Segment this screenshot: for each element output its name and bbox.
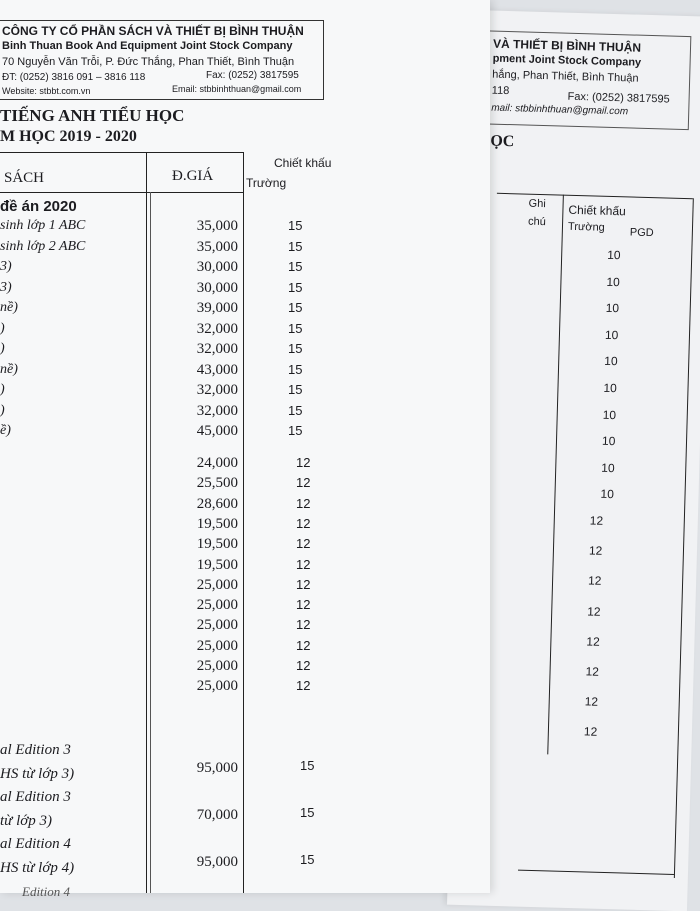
table-head-line [0,192,244,193]
table-row [0,362,490,382]
company-email: Email: stbbinhthuan@gmail.com [172,84,302,94]
row-price: 28,600 [196,495,238,512]
right-discount-value: 10 [604,327,619,343]
row-name: nề) [0,361,18,377]
table-row [0,341,490,361]
row-discount: 12 [296,455,311,470]
table-row [0,577,490,597]
right-discount-value: 10 [606,274,621,289]
table-row [0,403,490,423]
right-col-pgd: PGD [629,226,654,240]
right-table-edge [674,198,694,878]
right-discount-value: 10 [604,354,618,369]
right-discount-value: 12 [583,724,598,740]
right-header-line2: pment Joint Stock Company [492,52,642,69]
table-row [0,742,490,788]
row-price: 19,500 [196,556,238,573]
right-col-note: Ghi [528,197,546,211]
right-discount-value: 12 [585,664,600,679]
row-name: 3) [0,259,12,274]
table-row [0,259,490,279]
right-header-line4b: Fax: (0252) 3817595 [567,90,670,106]
row-discount: 15 [300,852,315,867]
company-name-en: Binh Thuan Book And Equipment Joint Stock Company [2,40,293,52]
right-discount-value: 10 [600,487,615,502]
table-row [0,280,490,300]
right-discount-value: 10 [601,433,616,449]
right-discount-value: 12 [588,543,603,559]
table-row [0,496,490,516]
right-discount-value: 12 [586,634,600,649]
row-name-line1: al Edition 3 [0,789,71,805]
row-price: 24,000 [196,455,238,471]
row-name: sinh lớp 2 ABC [0,238,86,254]
row-discount: 15 [288,259,303,274]
right-discount-value: 12 [587,573,602,589]
row-name: ) [0,341,5,356]
row-price: 35,000 [196,218,238,234]
table-row [0,475,490,495]
row-price: 35,000 [196,238,238,255]
right-header-line1: VÀ THIẾT BỊ BÌNH THUẬN [492,36,642,55]
table-row [0,597,490,617]
table-row [0,300,490,320]
row-price: 30,000 [196,259,238,275]
row-name: nề) [0,300,18,315]
right-table-bottom-line [518,870,674,875]
row-price: 25,000 [196,658,238,674]
bottom-cut-text: Edition 4 [22,884,71,899]
right-table-divider [547,195,564,755]
row-name-line1: al Edition 3 [0,742,71,758]
col-header-price: Đ.GIÁ [172,168,214,184]
table-row [0,638,490,658]
row-price: 39,000 [196,300,238,316]
row-name-line2: từ lớp 3) [0,813,53,829]
right-discount-value: 10 [601,460,615,475]
row-name: ) [0,402,5,418]
row-price: 95,000 [196,760,238,776]
row-name-line1: al Edition 4 [0,836,71,852]
row-discount: 15 [300,758,315,773]
row-discount: 15 [288,279,303,295]
row-discount: 12 [296,556,311,572]
row-discount: 15 [288,402,303,418]
row-discount: 15 [288,382,303,397]
row-discount: 15 [300,805,315,820]
row-discount: 15 [288,218,303,233]
row-price: 70,000 [196,807,238,823]
right-discount-value: 10 [603,380,618,396]
row-discount: 12 [296,658,311,673]
row-discount: 12 [296,576,311,592]
table-row [0,789,490,835]
section-heading: đề án 2020 [0,198,77,215]
right-discount-value: 10 [605,301,620,316]
row-discount: 15 [288,423,303,438]
row-price: 32,000 [196,341,238,357]
right-header-line5: mail: stbbinhthuan@gmail.com [491,102,629,118]
right-discount-value: 12 [589,513,604,528]
row-discount: 12 [296,515,311,531]
row-name-line2: HS từ lớp 3) [0,766,75,782]
right-col-note2: chú [527,215,547,229]
row-price: 43,000 [196,361,238,378]
row-discount: 12 [296,495,311,511]
row-price: 25,000 [196,637,238,654]
row-price: 25,000 [196,597,238,614]
row-name: 3) [0,279,12,295]
row-discount: 15 [288,361,303,377]
right-discount-value: 12 [587,604,601,619]
table-row [0,218,490,238]
row-name: sinh lớp 1 ABC [0,218,86,233]
table-row [0,516,490,536]
right-discount-value: 10 [607,247,621,263]
doc-title-line2: M HỌC 2019 - 2020 [0,128,137,145]
row-discount: 12 [296,678,311,694]
company-address: 70 Nguyễn Văn Trỗi, P. Đức Thắng, Phan Thiết, Bình Thuận [2,56,295,68]
row-discount: 15 [288,300,303,315]
row-price: 30,000 [196,279,238,296]
row-discount: 15 [288,320,303,336]
table-row [0,382,490,402]
right-col-school: Trường [567,220,605,234]
table-row [0,423,490,443]
table-top-line [0,152,244,153]
row-discount: 15 [288,341,303,356]
company-website: Website: stbbt.com.vn [2,86,91,96]
row-discount: 12 [296,536,311,552]
row-name: ề) [0,423,11,438]
company-fax: Fax: (0252) 3817595 [206,70,299,81]
row-price: 32,000 [196,382,238,398]
row-price: 25,500 [196,475,238,492]
row-price: 25,000 [196,576,238,593]
table-row [0,321,490,341]
table-row [0,658,490,678]
row-price: 25,000 [196,678,238,695]
company-phone: ĐT: (0252) 3816 091 – 3816 118 [2,72,146,83]
company-name-vi: CÔNG TY CỔ PHẦN SÁCH VÀ THIẾT BỊ BÌNH THUẬN [2,24,304,38]
right-header-line3: hắng, Phan Thiết, Bình Thuận [492,68,639,85]
row-name: ) [0,320,5,336]
row-price: 45,000 [196,423,238,439]
row-price: 32,000 [196,320,238,337]
row-name-line2: HS từ lớp 4) [0,860,75,876]
right-discount-value: 10 [602,407,617,422]
col-header-name: SÁCH [4,170,45,186]
row-price: 32,000 [196,402,238,419]
doc-title-line1: TIẾNG ANH TIỂU HỌC [0,106,185,125]
table-row [0,536,490,556]
col-header-school: Trường [246,176,287,190]
table-row [0,617,490,637]
row-discount: 15 [288,238,303,254]
row-discount: 12 [296,637,311,653]
right-table-top-line [497,193,693,199]
row-discount: 12 [296,475,311,491]
table-row [0,836,490,882]
right-col-discount: Chiết khấu [568,202,627,219]
right-title: ỌC [490,132,515,151]
row-price: 95,000 [196,854,238,870]
row-price: 25,000 [196,617,238,634]
table-row [0,557,490,577]
col-header-discount: Chiết khấu [274,156,332,170]
right-header-line4a: 118 [491,84,510,98]
row-price: 19,500 [196,515,238,532]
row-discount: 12 [296,597,311,613]
row-price: 19,500 [196,536,238,553]
table-row [0,239,490,259]
table-row [0,455,490,475]
right-discount-value: 12 [584,694,599,709]
row-discount: 12 [296,617,311,633]
row-name: ) [0,382,5,397]
table-row [0,678,490,698]
